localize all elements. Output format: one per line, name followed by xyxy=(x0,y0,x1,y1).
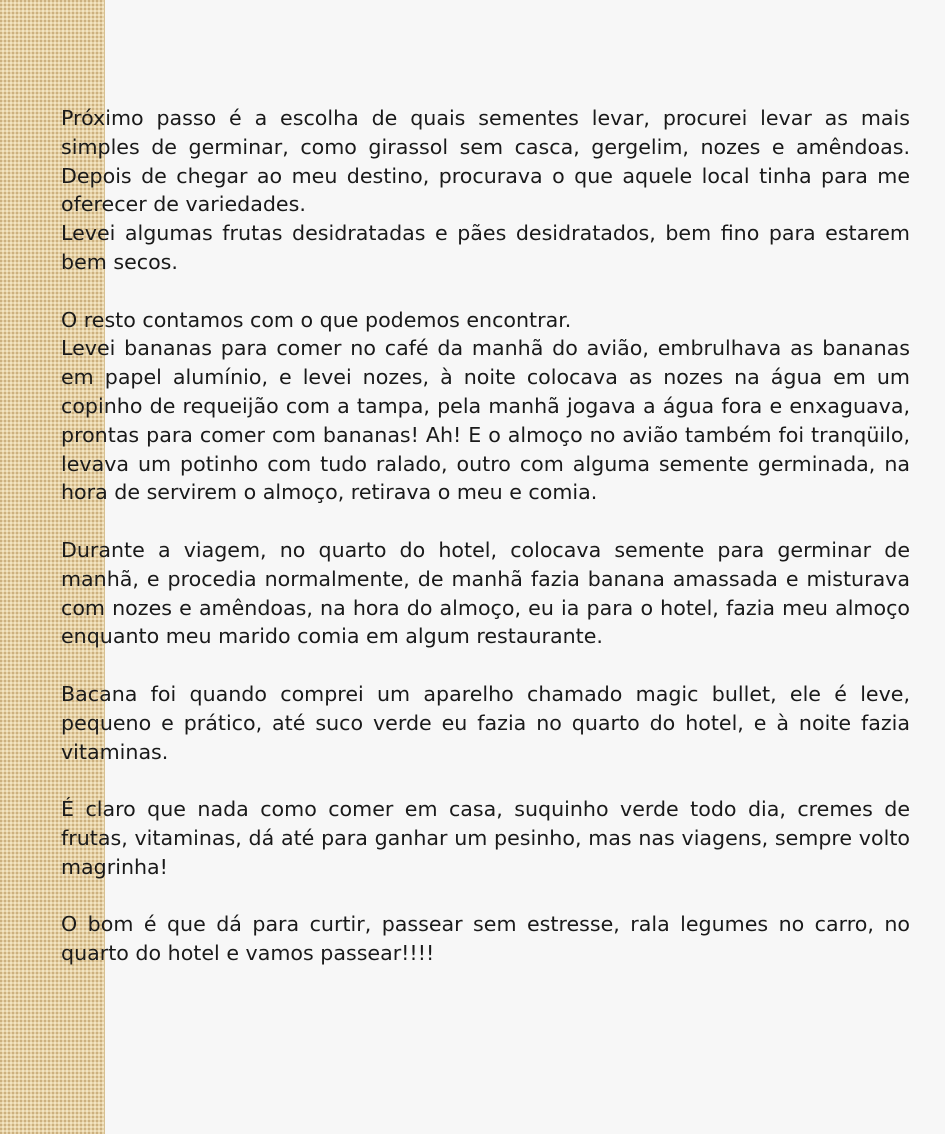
paragraph-spacer xyxy=(61,882,910,911)
paragraph-7: É claro que nada como comer em casa, suquinho verde todo dia, cremes de frutas, vitaminas, dá até para ganhar um pesinho, mas nas viagens, sempre volto magrinha! xyxy=(61,797,910,879)
paragraph-8: O bom é que dá para curtir, passear sem estresse, rala legumes no carro, no quarto do hotel e vamos passear!!!! xyxy=(61,912,910,966)
paragraph-spacer xyxy=(61,277,910,306)
paragraph-3: O resto contamos com o que podemos encontrar. xyxy=(61,307,572,332)
paragraph-5: Durante a viagem, no quarto do hotel, colocava semente para germinar de manhã, e procedia normalmente, de manhã fazia banana amassada e misturava com nozes e amêndoas, na hora do almoço, eu ia para o hotel, fazia meu almoço enquanto meu marido comia em algum restaurante. xyxy=(61,537,910,649)
paragraph-4: Levei bananas para comer no café da manhã do avião, embrulhava as bananas em papel alumínio, e levei nozes, à noite colocava as nozes na água em um copinho de requeijão com a tampa, pela manhã jogava a água fora e enxaguava, prontas para comer com bananas! Ah! E o almoço no avião também foi tranqüilo, levava um potinho com tudo ralado, outro com alguma semente germinada, na hora de servirem o almoço, retirava o meu e comia. xyxy=(61,336,910,505)
paragraph-spacer xyxy=(61,507,910,536)
paragraph-spacer xyxy=(61,766,910,795)
paragraph-1: Próximo passo é a escolha de quais sementes levar, procurei levar as mais simples de germinar, como girassol sem casca, gergelim, nozes e amêndoas. Depois de chegar ao meu destino, procurava o que aquele local tinha para me oferecer de variedades. xyxy=(61,106,910,217)
document-body xyxy=(61,104,910,968)
paragraph-2: Levei algumas frutas desidratadas e pães desidratados, bem fino para estarem bem secos. xyxy=(61,221,910,274)
paragraph-spacer xyxy=(61,651,910,680)
paragraph-6: Bacana foi quando comprei um aparelho chamado magic bullet, ele é leve, pequeno e prático, até suco verde eu fazia no quarto do hotel, e à noite fazia vitaminas. xyxy=(61,681,910,764)
